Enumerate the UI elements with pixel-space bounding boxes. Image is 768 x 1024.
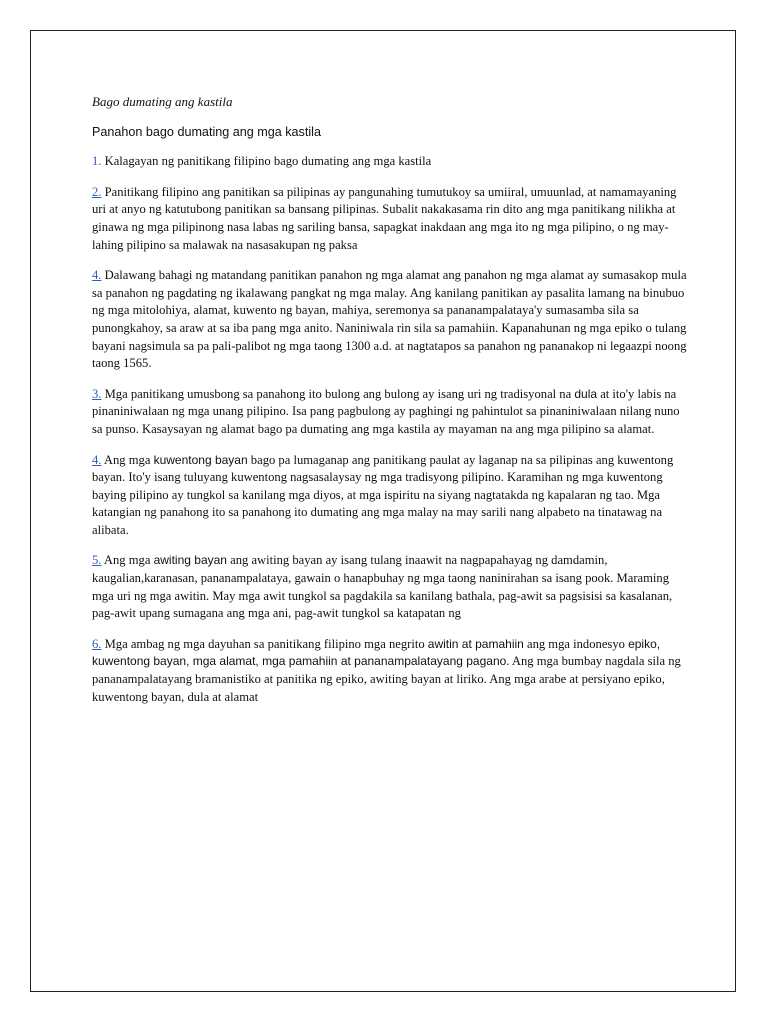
paragraph-number: 6.	[92, 636, 102, 651]
paragraph-text: ang awiting bayan ay isang tulang inaawit na nagpapahayag ng damdamin, kaugalian,karanasan, pananampalataya, gawain o hanapbuhay ng mga taong naninirahan sa isang pook. Maraming mga uri ng mga awitin. May mga awit tungkol sa pagdakila sa kanilang bathala, pag-awit sa pagsisisi sa kasalanan, pag-awit upang sumagana ang mga ani, pag-awit tungkol sa katapatan ng	[92, 553, 673, 621]
paragraph-7	[92, 636, 688, 706]
paragraph-5	[92, 452, 688, 540]
paragraph-number: 3.	[92, 386, 102, 401]
paragraph-text: Kalagayan ng panitikang filipino bago dumating ang mga kastila	[101, 154, 432, 169]
paragraph-text: . Ang mga bumbay nagdala sila ng pananampalatayang bramanistiko at panitika ng epiko, awiting bayan at liriko. Ang mga arabe at persiyano epiko, kuwentong bayan, dula at alamat	[92, 654, 681, 704]
paragraph-text: Panitikang filipino ang panitikan sa pilipinas ay pangunahing tumutukoy sa umiiral, umuunlad, at namamayaning uri at anyo ng katutubong panitikan sa bansang pilipinas. Subalit nakakasama rin dito ang mga panitikang nilikha at ginawa ng mga pilipinong nasa labas ng sariling bansa, sapagkat inakdaan ang mga ito ng mga pilipino, o ng may-lahing pilipino sa malawak na nasasakupan ng paksa	[92, 184, 677, 252]
paragraph-number: 4.	[92, 452, 102, 467]
paragraph-text: ang mga indonesyo	[523, 636, 629, 651]
keyword: epiko, kuwentong bayan, mga alamat, mga pamahiin at pananampalatayang pagano	[92, 636, 661, 669]
keyword: awiting bayan	[153, 553, 227, 568]
document-page	[30, 30, 736, 992]
paragraph-text: Dalawang bahagi ng matandang panitikan panahon ng mga alamat ang panahon ng mga alamat ay sumasakop mula sa panahon ng pagdating ng ikalawang pangkat ng mga malay. Ang kanilang panitikan ay pasalita lamang na binubuo ng mga mitolohiya, alamat, kuwento ng bayan, mahiya, seremonya sa pananampalataya'y sumasamba sila sa punongkahoy, sa araw at sa iba pang mga anito. Naniniwala rin sila sa pamahiin. Kapanahunan ng mga epiko o tulang bayani nagsimula sa pa pali-palibot ng mga taong 1300 a.d. at nagtatapos sa panahon ng pananakop ni legaazpi noong taong 1565.	[92, 268, 687, 371]
keyword: kuwentong bayan	[153, 452, 248, 467]
paragraph-4	[92, 386, 688, 439]
paragraph-number: 5.	[92, 553, 102, 568]
page-title: Bago dumating ang kastila	[92, 94, 233, 109]
paragraph-text: at ito'y labis na pinaniniwalaan ng mga unang pilipino. Isa pang pagbulong ay paghingi ng pahintulot sa pinaniniwalaan nilang nuno sa punso. Kasaysayan ng alamat bago pa dumating ang mga kastila ay mayaman na ang mga pilipino sa alamat.	[92, 386, 680, 436]
keyword: awitin at pamahiin	[427, 636, 524, 651]
paragraph-text: bago pa lumaganap ang panitikang paulat ay laganap na sa pilipinas ang kuwentong bayan. Ito'y isang tuluyang kuwentong nagsasalaysay ng mga tradisyong pilipino. Karamihan ng mga kuwentong baying pilipino ay tungkol sa kanilang mga diyos, at mga ispiritu na siyang nagtatakda ng kapalaran ng tao. Mga katangian ng panahong ito sa panahong ito dumating ang mga malay na may sarili nang alpabeto na tinatawag na alibata.	[92, 452, 674, 537]
paragraph-number: 4.	[92, 268, 102, 283]
paragraph-number: 1.	[92, 154, 102, 169]
paragraph-text: Ang mga	[101, 452, 154, 467]
paragraph-number: 2.	[92, 184, 102, 199]
paragraph-2	[92, 184, 688, 254]
document-body	[92, 93, 688, 706]
paragraph-text: Mga ambag ng mga dayuhan sa panitikang filipino mga negrito	[101, 636, 428, 651]
keyword: dula	[574, 386, 598, 401]
paragraph-6	[92, 552, 688, 622]
paragraph-3	[92, 267, 688, 373]
paragraph-text: Mga panitikang umusbong sa panahong ito bulong ang bulong ay isang uri ng tradisyonal na	[101, 386, 575, 401]
section-subtitle: Panahon bago dumating ang mga kastila	[92, 124, 321, 139]
paragraph-text: Ang mga	[101, 553, 154, 568]
paragraph-1	[92, 153, 688, 171]
